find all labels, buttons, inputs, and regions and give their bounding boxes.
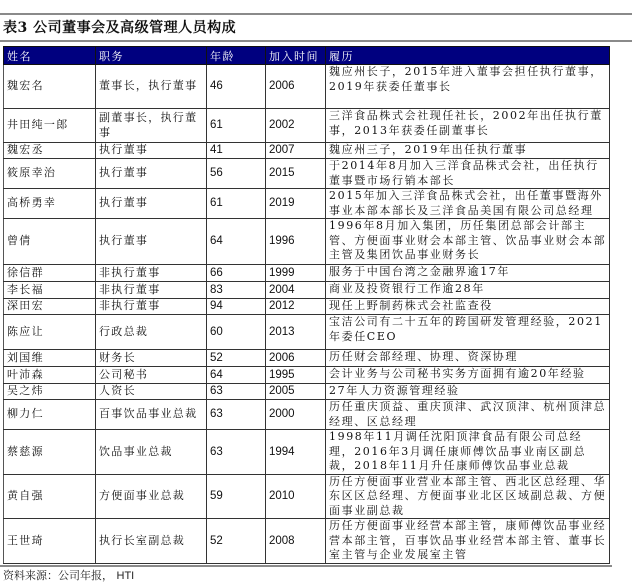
table-row [4,299,610,315]
cell-joined: 2010 [266,474,326,519]
cell-age: 63 [207,384,266,400]
cell-age: 83 [207,282,266,299]
cell-name: 叶沛森 [4,367,96,384]
cell-age: 59 [207,474,266,519]
cell-history: 会计业务与公司秘书实务方面拥有逾20年经验 [326,367,610,384]
cell-joined: 1999 [266,265,326,282]
cell-age: 41 [207,143,266,159]
cell-joined: 2015 [266,159,326,189]
cell-age: 52 [207,350,266,367]
cell-name: 李长福 [4,282,96,299]
header-joined: 加入时间 [266,47,326,65]
cell-joined: 2000 [266,400,326,430]
cell-position: 非执行董事 [96,299,207,315]
cell-joined: 1994 [266,430,326,475]
cell-history: 服务于中国台湾之金融界逾17年 [326,265,610,282]
cell-history: 历任方便面事业经营本部主管，康师傅饮品事业经营本部主管，百事饮品事业经营本部主管、董事长室主管与企业发展室主管 [326,519,610,564]
table-row [4,350,610,367]
cell-position: 执行长室副总裁 [96,519,207,564]
cell-name: 黄自强 [4,474,96,519]
cell-history: 历任财会部经理、协理、资深协理 [326,350,610,367]
cell-position: 人资长 [96,384,207,400]
table-row [4,519,610,564]
cell-name: 深田宏 [4,299,96,315]
cell-history: 魏应州三子，2019年出任执行董事 [326,143,610,159]
cell-name: 王世琦 [4,519,96,564]
cell-name: 井田纯一郎 [4,109,96,143]
cell-joined: 2004 [266,282,326,299]
cell-age: 46 [207,65,266,109]
cell-history: 历任方便面事业营业本部主管、西北区总经理、华东区区总经理、方便面事业北区区域副总裁、方便面事业副总裁 [326,474,610,519]
cell-name: 徐信群 [4,265,96,282]
cell-age: 61 [207,109,266,143]
cell-history: 于2014年8月加入三洋食品株式会社，出任执行董事暨市场行销本部长 [326,159,610,189]
cell-age: 64 [207,367,266,384]
cell-name: 魏宏名 [4,65,96,109]
cell-history: 三洋食品株式会社现任社长，2002年出任执行董事，2013年获委任副董事长 [326,109,610,143]
cell-position: 方便面事业总裁 [96,474,207,519]
header-position: 职务 [96,47,207,65]
cell-joined: 2006 [266,350,326,367]
table-row [4,265,610,282]
table-row [4,65,610,109]
header-row [4,47,610,65]
cell-joined: 2012 [266,299,326,315]
cell-position: 财务长 [96,350,207,367]
table-row [4,159,610,189]
title-rule [0,40,632,42]
cell-name: 柳力仁 [4,400,96,430]
table-row [4,282,610,299]
cell-name: 魏宏丞 [4,143,96,159]
cell-history: 历任重庆顶益、重庆顶津、武汉顶津、杭州顶津总经理、区总经理 [326,400,610,430]
cell-name: 陈应让 [4,315,96,350]
cell-name: 高桥勇幸 [4,189,96,219]
cell-age: 61 [207,189,266,219]
table-row [4,474,610,519]
cell-position: 执行董事 [96,219,207,265]
table-row [4,367,610,384]
cell-age: 52 [207,519,266,564]
header-age: 年龄 [207,47,266,65]
cell-position: 公司秘书 [96,367,207,384]
cell-joined: 2007 [266,143,326,159]
source-label: 资料来源：公司年报， [3,569,113,582]
cell-history: 1996年8月加入集团，历任集团总部会计部主管、方便面事业财会本部主管、饮品事业财会本部主管及集团饮品事业财务长 [326,219,610,265]
cell-age: 56 [207,159,266,189]
table-row [4,400,610,430]
cell-age: 60 [207,315,266,350]
cell-history: 魏应州长子，2015年进入董事会担任执行董事，2019年获委任董事长 [326,65,610,109]
cell-history: 宝洁公司有二十五年的跨国研发管理经验，2021年委任CEO [326,315,610,350]
cell-joined: 2008 [266,519,326,564]
cell-joined: 2013 [266,315,326,350]
cell-history: 1998年11月调任沈阳顶津食品有限公司总经理，2016年3月调任康师傅饮品事业南区副总裁，2018年11月升任康师傅饮品事业总裁 [326,430,610,475]
table-row [4,143,610,159]
management-table [3,46,610,564]
cell-joined: 2002 [266,109,326,143]
cell-history: 现任上野制药株式会社监查役 [326,299,610,315]
table-row [4,430,610,475]
source-note [3,567,134,583]
cell-age: 66 [207,265,266,282]
table-row [4,315,610,350]
cell-position: 董事长，执行董事 [96,65,207,109]
table-row [4,109,610,143]
cell-position: 执行董事 [96,143,207,159]
cell-age: 63 [207,430,266,475]
cell-history: 2015年加入三洋食品株式会社，出任董事暨海外事业本部本部长及三洋食品美国有限公司总经理 [326,189,610,219]
cell-joined: 2019 [266,189,326,219]
cell-position: 饮品事业总裁 [96,430,207,475]
cell-position: 执行董事 [96,159,207,189]
cell-name: 刘国维 [4,350,96,367]
top-rule [0,13,632,15]
cell-name: 筱原幸治 [4,159,96,189]
cell-position: 执行董事 [96,189,207,219]
cell-joined: 2006 [266,65,326,109]
cell-history: 27年人力资源管理经验 [326,384,610,400]
cell-position: 百事饮品事业总裁 [96,400,207,430]
cell-name: 蔡慈源 [4,430,96,475]
header-history: 履历 [326,47,610,65]
cell-name: 曾倩 [4,219,96,265]
cell-joined: 1996 [266,219,326,265]
table-row [4,384,610,400]
table-row [4,219,610,265]
cell-age: 63 [207,400,266,430]
source-org: HTI [116,570,135,582]
cell-position: 非执行董事 [96,265,207,282]
cell-joined: 1995 [266,367,326,384]
cell-position: 副董事长，执行董事 [96,109,207,143]
cell-position: 非执行董事 [96,282,207,299]
cell-joined: 2005 [266,384,326,400]
cell-position: 行政总裁 [96,315,207,350]
header-name: 姓名 [4,47,96,65]
cell-age: 94 [207,299,266,315]
cell-age: 64 [207,219,266,265]
cell-name: 吴之炜 [4,384,96,400]
table-row [4,189,610,219]
cell-history: 商业及投资银行工作逾28年 [326,282,610,299]
table-title: 表3 公司董事会及高级管理人员构成 [3,20,237,36]
